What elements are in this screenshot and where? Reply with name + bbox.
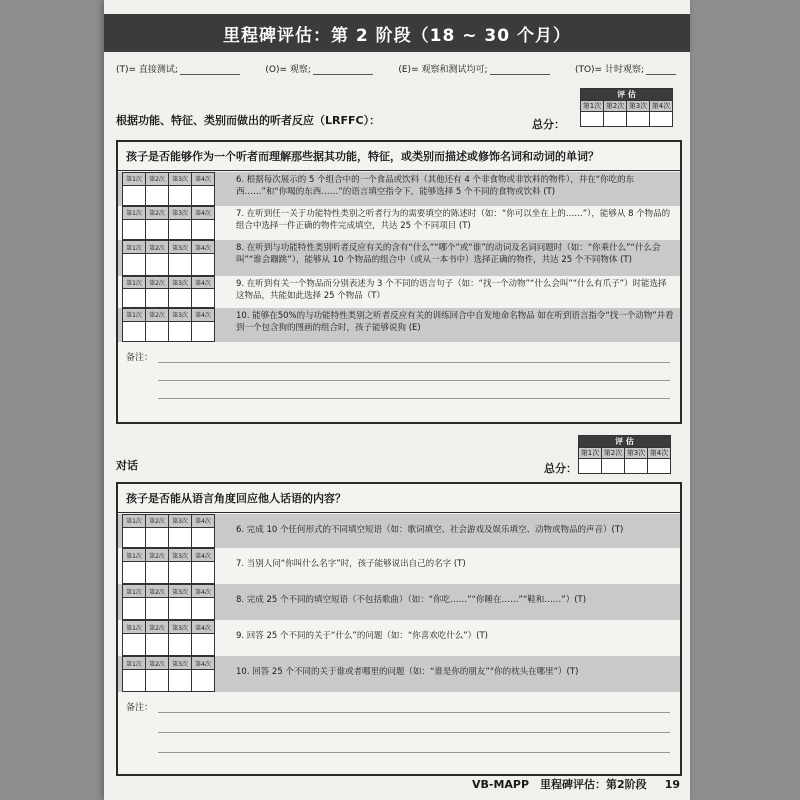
conversation-item-7 [118, 548, 680, 584]
score-cell[interactable] [627, 112, 650, 127]
conversation-question: 孩子是否能从语言角度回应他人话语的内容？ [118, 484, 680, 513]
item-text: 9. 在听到有关一个物品而分别表述为 3 个不同的语言句子（如：“找一个动物”“什么会叫”“什么有爪子”）时能选择这物品，共能如此选择 25 个物品（T） [236, 279, 667, 301]
total-score-grid: 评 估 第1次 第2次 第3次 第4次 [578, 435, 671, 474]
score-cell[interactable] [604, 112, 627, 127]
page-footer [472, 776, 680, 792]
lrffc-item-7 [118, 206, 680, 240]
conversation-item-8 [118, 584, 680, 620]
total-score-label: 总分： [544, 462, 577, 475]
score-cell[interactable] [650, 112, 673, 127]
notes-line[interactable] [158, 752, 670, 753]
lrffc-item-8 [118, 240, 680, 276]
item-text: 6. 根据每次展示的 5 个组合中的一个食品或饮料（其他还有 4 个非食物或非饮料的物件），并在“你吃的东西……”和“你喝的东西……”的语言填空指令下，能够选择 5 个不同的食物或饮料 (T) [236, 175, 635, 197]
notes-line[interactable] [158, 362, 670, 363]
key-item-o: (O) = 观察; [265, 62, 373, 75]
lrffc-item-10 [118, 308, 680, 342]
scoring-key [116, 62, 676, 75]
item-text: 8. 在听到与功能特性类别听者反应有关的含有“什么”“哪个”或“谁”的动词及名词问题时（如：“你乘什么”“什么会叫”“谁会蹦跳”），能够从 10 个物品的组合中（或从一本书中）选择正确的物件，共达 25 个不同物体 (T) [236, 243, 661, 265]
notes-label: 备注： [126, 353, 154, 363]
score-cell[interactable] [625, 459, 648, 474]
notes-line[interactable] [158, 712, 670, 713]
item-score-grid: 第1次 第2次 第3次 第4次 [122, 656, 215, 692]
section-title-conversation: 对话 [116, 459, 138, 472]
item-score-grid: 第1次 第2次 第3次 第4次 [122, 548, 215, 584]
page-header [104, 14, 690, 52]
conversation-question-box [116, 482, 682, 776]
score-cell[interactable] [648, 459, 671, 474]
item-score-grid: 第1次 第2次 第3次 第4次 [122, 276, 215, 308]
lrffc-item-6 [118, 172, 680, 206]
footer-label: VB-MAPP 里程碑评估：第2阶段 [471, 778, 647, 791]
item-text: 9. 回答 25 个不同的关于“什么”的问题（如：“你喜欢吃什么”）(T) [236, 631, 488, 641]
score-cell[interactable] [602, 459, 625, 474]
item-text: 10. 回答 25 个不同的关于谁或者哪里的问题（如：“谁是你的朋友”“你的枕头在哪里”）(T) [236, 667, 579, 677]
item-score-grid: 第1次 第2次 第3次 第4次 [122, 308, 215, 342]
notes-label: 备注： [126, 703, 154, 713]
document-page [104, 0, 690, 800]
item-text: 8. 完成 25 个不同的填空短语（不包括歌曲）（如：“你吃……”“你睡在……”“鞋和……”）(T) [236, 595, 587, 605]
item-score-grid: 第1次 第2次 第3次 第4次 [122, 584, 215, 620]
conversation-item-10 [118, 656, 680, 692]
key-item-e: (E) = 观察和测试均可; [398, 62, 549, 75]
page-title: 里程碑评估：第 2 阶段（18 ~ 30 个月） [223, 25, 571, 46]
notes-line[interactable] [158, 398, 670, 399]
score-cell[interactable] [579, 459, 602, 474]
lrffc-question: 孩子是否能够作为一个听者而理解那些据其功能，特征，或类别而描述或修饰名词和动词的单词？ [118, 142, 680, 171]
item-score-grid: 第1次 第2次 第3次 第4次 [122, 620, 215, 656]
lrffc-question-box [116, 140, 682, 424]
total-score-label: 总分： [532, 118, 565, 131]
item-score-grid: 第1次 第2次 第3次 第4次 [122, 514, 215, 548]
item-text: 7. 在听到任一关于功能特性类别之听者行为的需要填空的陈述时（如：“你可以坐在上的……”），能够从 8 个物品的组合中选择一件正确的物件完成填空，共达 25 个不同项目 (T) [236, 209, 671, 231]
notes-line[interactable] [158, 380, 670, 381]
item-score-grid: 第1次 第2次 第3次 第4次 [122, 206, 215, 240]
notes-line[interactable] [158, 732, 670, 733]
conversation-item-6 [118, 514, 680, 548]
item-text: 7. 当别人问“你叫什么名字”时，孩子能够说出自己的名字 (T) [236, 559, 466, 569]
section-title-lrffc: 根据功能、特征、类别而做出的听者反应（LRFFC）： [116, 114, 381, 127]
key-item-to: (TO) = 计时观察; [575, 62, 676, 75]
page-number: 19 [664, 778, 680, 791]
total-score-grid: 评 估 第1次 第2次 第3次 第4次 [580, 88, 673, 127]
item-score-grid: 第1次 第2次 第3次 第4次 [122, 172, 215, 206]
lrffc-item-9 [118, 276, 680, 308]
item-text: 6. 完成 10 个任何形式的不同填空短语（如：歌词填空、社会游戏及娱乐填空、动物或物品的声音）(T) [236, 525, 624, 535]
item-text: 10. 能够在50%的与功能特性类别之听者反应有关的训练回合中自发地命名物品 如在听到语言指令“找一个动物”并看到一个包含狗的图画的组合时，孩子能够说狗 (E) [236, 311, 674, 333]
score-cell[interactable] [581, 112, 604, 127]
key-item-t: (T) = 直接测试; [116, 62, 240, 75]
conversation-item-9 [118, 620, 680, 656]
item-score-grid: 第1次 第2次 第3次 第4次 [122, 240, 215, 276]
